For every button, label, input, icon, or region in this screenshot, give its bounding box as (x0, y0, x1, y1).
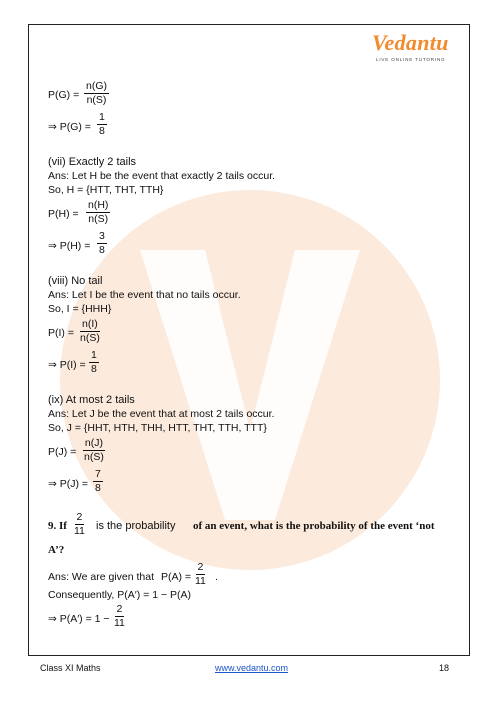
question9-fraction (72, 511, 87, 538)
q9-den: n(S) (84, 451, 104, 464)
q7-res-num: 3 (97, 230, 107, 244)
answer9-given-end: . (215, 571, 218, 583)
answer9-final-lhs: ⇒ P(A′) = 1 − (48, 613, 110, 625)
q8-res-fraction (89, 349, 99, 376)
q9-res-den: 8 (95, 482, 101, 495)
q8-den: n(S) (80, 332, 100, 345)
q9-set: So, J = {HHT, HTH, THH, HTT, THT, TTH, TTT} (48, 422, 267, 434)
q8-heading: (viii) No tail (48, 275, 103, 287)
pg-res-den: 8 (99, 125, 105, 138)
answer9-given-num: 2 (196, 561, 206, 575)
pg-res-num: 1 (97, 111, 107, 125)
q9-ans: Ans: Let J be the event that at most 2 tails occur. (48, 408, 275, 420)
footer-class: Class XI Maths (40, 663, 101, 673)
q7-res-lhs: ⇒ P(H) = (48, 240, 91, 252)
answer9-given: Ans: We are given that (48, 571, 155, 583)
pg-res-lhs: ⇒ P(G) = (48, 121, 91, 133)
logo-tagline: LIVE ONLINE TUTORING (376, 57, 446, 62)
answer9-given-lhs: P(A) = (161, 571, 192, 583)
pg-fraction (84, 80, 109, 107)
pg-lhs: P(G) = (48, 89, 80, 101)
q8-set: So, I = {HHH} (48, 303, 112, 315)
footer-page-number: 18 (439, 663, 450, 673)
question9-line2: A’? (48, 544, 65, 556)
q9-res-lhs: ⇒ P(J) = (48, 478, 89, 490)
q9-fraction (82, 437, 106, 464)
q8-res-den: 8 (91, 363, 97, 376)
q7-den: n(S) (88, 213, 109, 226)
pg-res-fraction (97, 111, 107, 138)
q8-fraction (78, 318, 102, 345)
q7-fraction (86, 199, 110, 226)
q7-res-fraction (97, 230, 107, 257)
answer9-given-fraction (193, 561, 208, 588)
q7-ans: Ans: Let H be the event that exactly 2 tails occur. (48, 170, 276, 182)
question9-mid: is the probability (96, 520, 176, 532)
q7-set: So, H = {HTT, THT, TTH} (48, 184, 164, 196)
q9-heading: (ix) At most 2 tails (48, 394, 135, 406)
pg-den: n(S) (86, 94, 107, 107)
q9-res-num: 7 (93, 468, 103, 482)
question9-num: 2 (75, 511, 85, 525)
question9-den: 11 (74, 525, 85, 538)
q9-res-fraction (93, 468, 103, 495)
q7-lhs: P(H) = (48, 208, 79, 220)
footer-website-link[interactable]: www.vedantu.com (215, 663, 289, 673)
q9-lhs: P(J) = (48, 446, 77, 458)
answer9-final-den: 11 (114, 617, 125, 630)
q9-num: n(J) (83, 437, 105, 451)
question9-suffix: of an event, what is the probability of the event ‘not (193, 520, 435, 532)
q8-lhs: P(I) = (48, 327, 74, 339)
answer9-final-num: 2 (115, 603, 125, 617)
logo-name: Vedantu (372, 30, 449, 55)
q7-heading: (vii) Exactly 2 tails (48, 156, 137, 168)
q8-num: n(I) (80, 318, 100, 332)
pg-num: n(G) (84, 80, 109, 94)
q8-res-lhs: ⇒ P(I) = (48, 359, 86, 371)
q8-res-num: 1 (89, 349, 99, 363)
answer9-final-fraction (112, 603, 127, 630)
vedantu-logo (372, 30, 460, 68)
answer9-consequently: Consequently, P(A′) = 1 − P(A) (48, 589, 192, 601)
question9-prefix: 9. If (48, 520, 67, 532)
q7-num: n(H) (86, 199, 110, 213)
answer9-given-den: 11 (195, 575, 206, 588)
q7-res-den: 8 (99, 244, 105, 257)
q8-ans: Ans: Let I be the event that no tails occur. (48, 289, 241, 301)
